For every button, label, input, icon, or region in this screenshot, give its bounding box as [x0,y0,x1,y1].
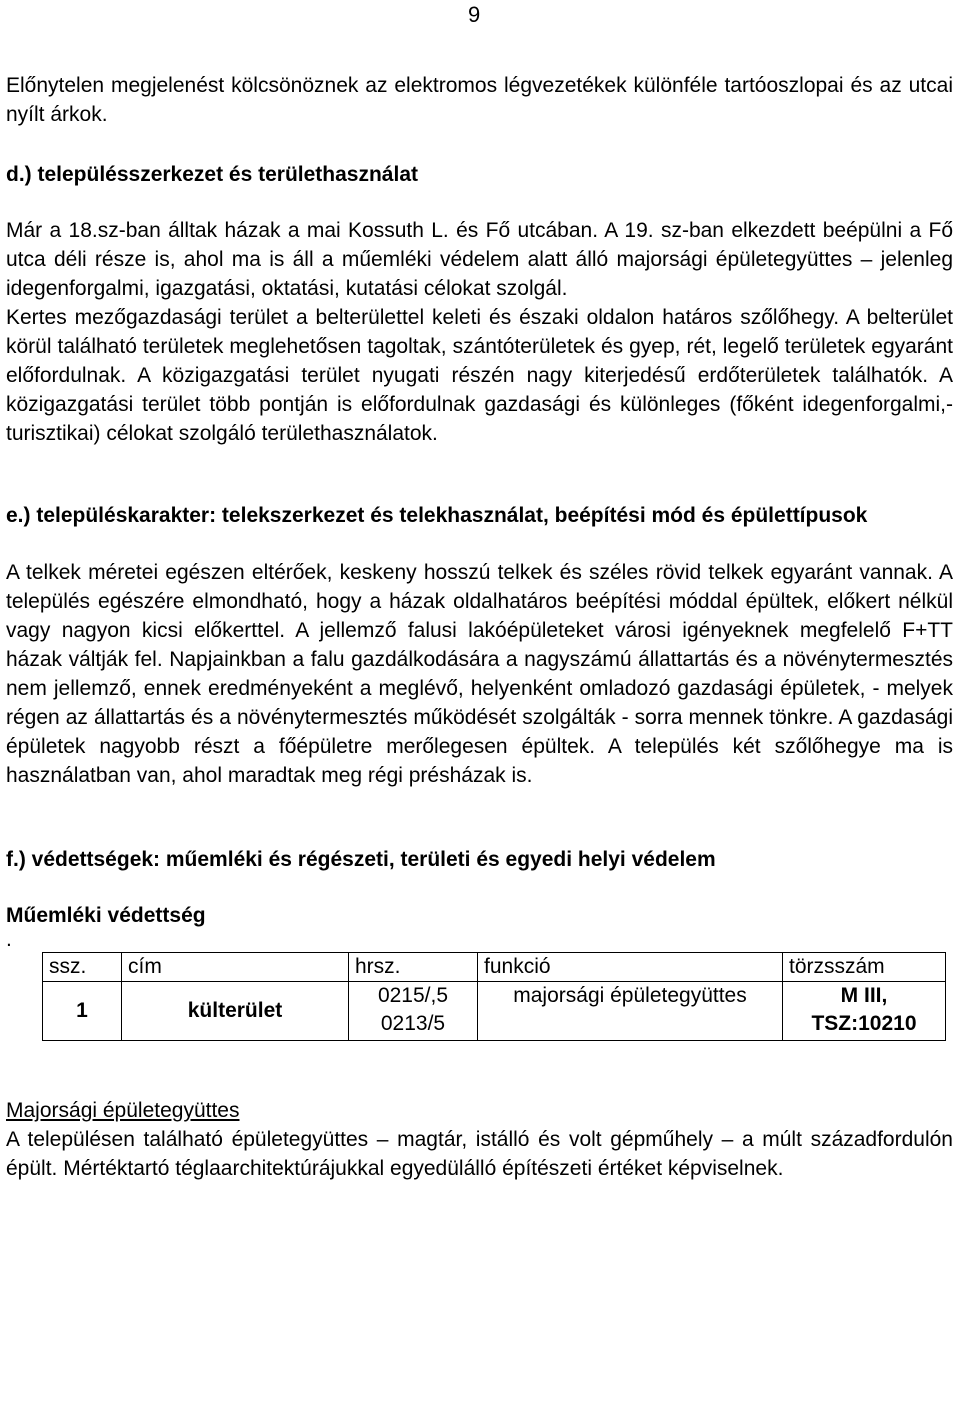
header-funkcio: funkció [478,953,783,982]
intro-paragraph: Előnytelen megjelenést kölcsönöznek az elektromos légvezetékek különféle tartóoszlopai és az utcai nyílt árkok. [6,74,953,126]
cell-torzsszam [783,982,946,1041]
section-e-heading: e.) településkarakter: telekszerkezet és telekhasználat, beépítési mód és épülettípusok [6,504,868,527]
header-ssz: ssz. [43,953,122,982]
cell-hrsz-line-1: 0215/,5 [377,984,449,1007]
section-d-paragraph-1: Már a 18.sz-ban álltak házak a mai Kossuth L. és Fő utcában. A 19. sz-ban elkezdett beépülni a Fő utca déli része is, ahol ma is áll a műemléki védelem alatt álló majorsági épületegyüttes – jelenleg idegenforgalmi, igazgatási, oktatási, kutatási célokat szolgál. [6,219,953,300]
section-d-paragraph-2: Kertes mezőgazdasági terület a belterülettel keleti és északi oldalon határos szőlőhegy. A belterület körül található területek meglehetősen tagoltak, szántóterületek és gyep, rét, legelő területek egyaránt előfordulnak. A közigazgatási terület nyugati részén nagy kiterjedésű erdőterületek találhatók. A közigazgatási terület több pontján is előfordulnak gazdasági és különleges (főként idegenforgalmi,-turisztikai) célokat szolgáló területhasználatok. [6,306,953,445]
page-number: 9 [468,2,481,27]
cell-torzsszam-line-2: TSZ:10210 [811,1012,917,1035]
header-torzsszam: törzsszám [783,953,946,982]
monument-table [42,952,946,1041]
section-e-paragraph: A telkek méretei egészen eltérőek, keskeny hosszú telkek és széles rövid telkek egyaránt vannak. A település egészére elmondható, hogy a házak oldalhatáros beépítési móddal épültek, előkert nélkül vagy nagyon kicsi előkerttel. A jellemző falusi lakóépületeket városi igényeknek megfelelő F+TT házak váltják fel. Napjainkban a falu gazdálkodására a nagyszámú állattartás és a növénytermesztés nem jellemző, ennek eredményeként a meglévő, helyenként omladozó gazdasági épületek, - melyek régen az állattartás és a növénytermesztés működését szolgálták - sorra mennek tönkre. A gazdasági épületek nagyobb részt a főépületre merőlegesen épültek. A település két szőlőhegye ma is használatban van, ahol maradtak meg régi présházak is. [6,561,953,787]
subsection-title: Majorsági épületegyüttes [6,1099,240,1122]
cell-ssz: 1 [43,982,122,1041]
cell-torzsszam-line-1: M III, [840,984,888,1007]
cell-hrsz-line-2: 0213/5 [380,1012,446,1035]
section-d-heading: d.) településszerkezet és területhasználat [6,163,418,186]
section-f-heading: f.) védettségek: műemléki és régészeti, területi és egyedi helyi védelem [6,848,716,871]
stray-dot: . [6,928,12,951]
table-row [43,982,946,1041]
cell-cim: külterület [122,982,349,1041]
document-body [6,71,953,1183]
header-cim: cím [122,953,349,982]
header-hrsz: hrsz. [349,953,478,982]
cell-hrsz [349,982,478,1041]
subsection-paragraph: A településen található épületegyüttes – magtár, istálló és volt gépműhely – a múlt századfordulón épült. Mértéktartó téglaarchitektúrájukkal egyedülálló építészeti értéket képviselnek. [6,1128,953,1180]
table-header-row [43,953,946,982]
monument-protection-subheading: Műemléki védettség [6,904,206,927]
cell-funkcio: majorsági épületegyüttes [478,982,783,1041]
